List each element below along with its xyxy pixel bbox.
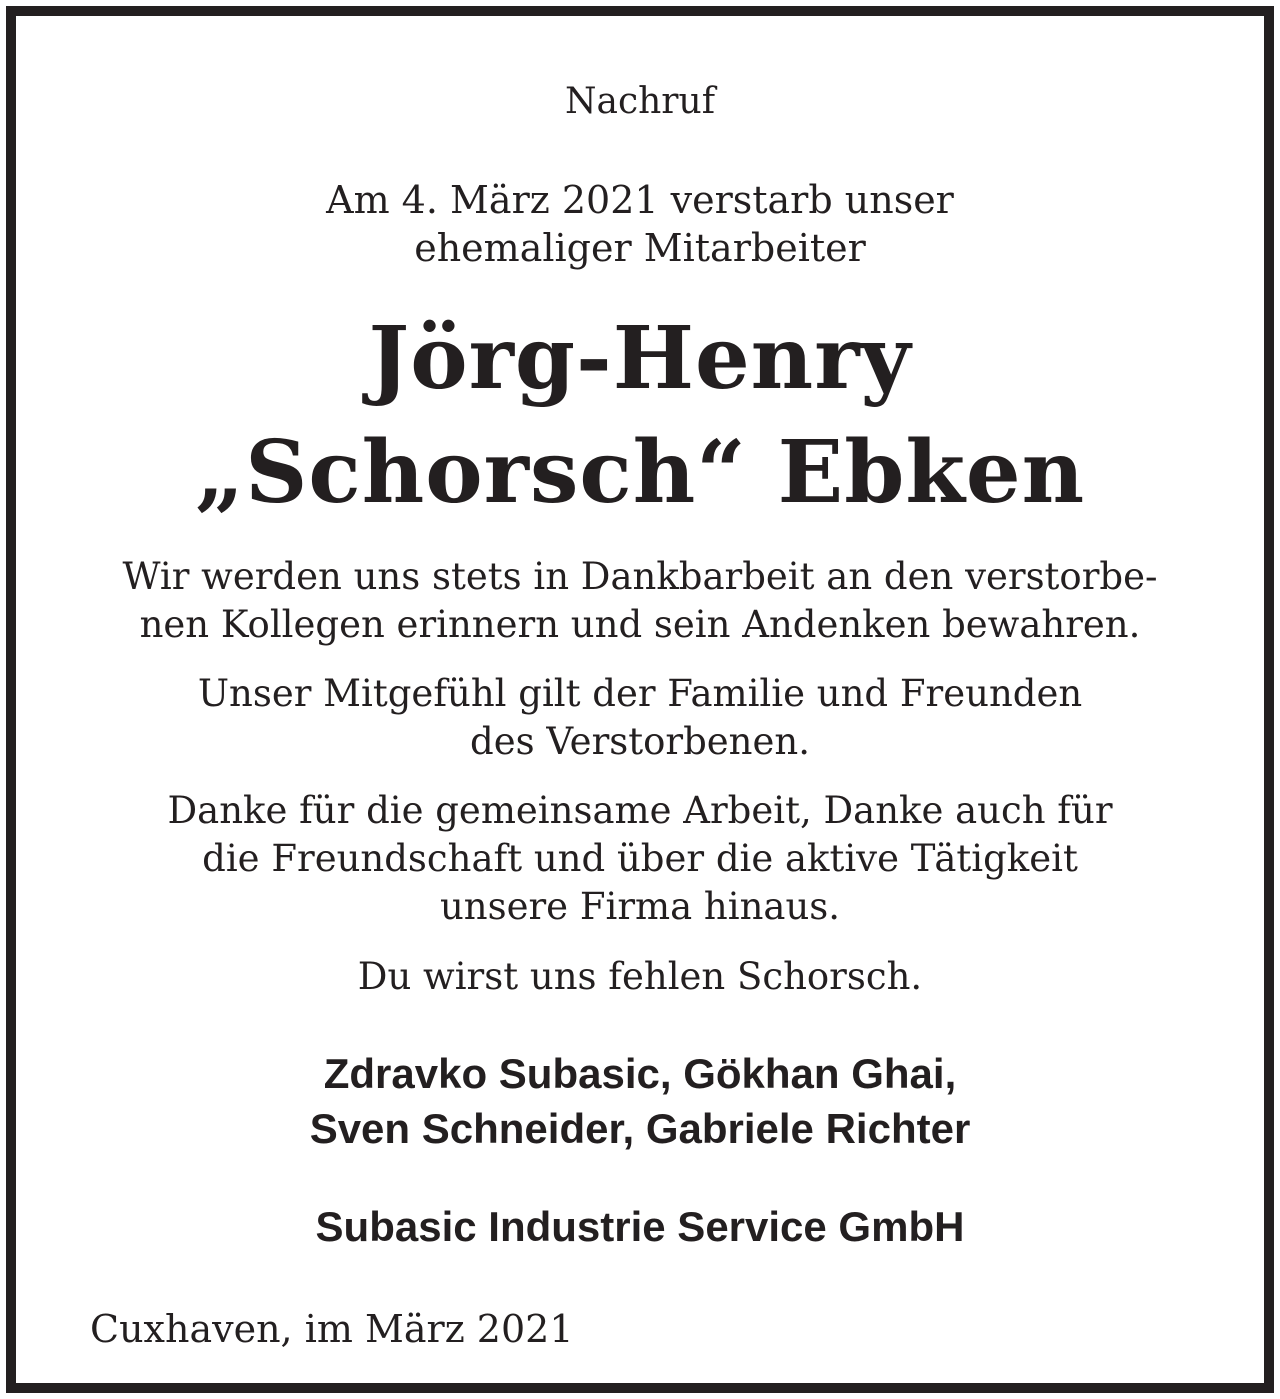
deceased-name-line-2: „Schorsch“ Ebken [194, 422, 1086, 523]
paragraph-3-line-1: Danke für die gemeinsame Arbeit, Danke auch für [167, 789, 1113, 832]
paragraph-3-line-2: die Freundschaft und über die aktive Tätigkeit [202, 837, 1078, 880]
paragraph-2-line-2: des Verstorbenen. [470, 720, 810, 763]
paragraph-4-line-1: Du wirst uns fehlen Schorsch. [357, 955, 923, 998]
intro-line-1: Am 4. März 2021 verstarb unser [326, 178, 954, 222]
obituary-notice [6, 6, 1274, 1393]
paragraph-1-line-1: Wir werden uns stets in Dankbarbeit an den verstorbe- [122, 555, 1158, 598]
place-date: Cuxhaven, im März 2021 [90, 1307, 574, 1351]
company-name: Subasic Industrie Service GmbH [315, 1203, 965, 1250]
paragraph-3-line-3: unsere Firma hinaus. [439, 885, 841, 928]
signatories-line-2: Sven Schneider, Gabriele Richter [309, 1105, 971, 1152]
intro-line-2: ehemaliger Mitarbeiter [414, 226, 866, 270]
deceased-name-line-1: Jörg-Henry [368, 308, 912, 409]
notice-heading: Nachruf [564, 81, 716, 122]
signatories-line-1: Zdravko Subasic, Gökhan Ghai, [323, 1050, 957, 1097]
paragraph-1-line-2: nen Kollegen erinnern und sein Andenken bewahren. [139, 603, 1141, 646]
paragraph-2-line-1: Unser Mitgefühl gilt der Familie und Freunden [197, 672, 1083, 715]
